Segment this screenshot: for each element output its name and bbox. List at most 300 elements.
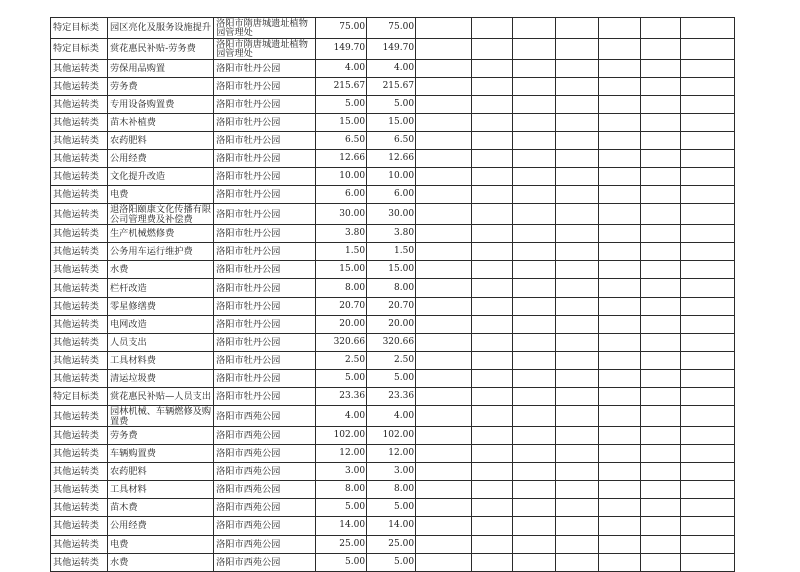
table-row [51, 168, 735, 186]
empty-cell [641, 204, 681, 225]
empty-cell [513, 38, 556, 59]
table-row [51, 204, 735, 225]
empty-cell [599, 553, 641, 571]
amount-cell: 20.00 [316, 315, 367, 333]
amount-total-cell: 30.00 [367, 204, 416, 225]
item-cell: 劳保用品购置 [108, 59, 214, 77]
empty-cell [681, 243, 735, 261]
amount-cell: 215.67 [316, 77, 367, 95]
empty-cell [472, 315, 513, 333]
empty-cell [641, 186, 681, 204]
category-cell: 其他运转类 [51, 95, 108, 113]
unit-cell: 洛阳市西苑公园 [214, 481, 316, 499]
item-cell: 园林机械、车辆燃修及购置费 [108, 406, 214, 427]
category-cell: 其他运转类 [51, 243, 108, 261]
empty-cell [556, 463, 599, 481]
empty-cell [416, 225, 472, 243]
empty-cell [599, 279, 641, 297]
amount-cell: 5.00 [316, 95, 367, 113]
unit-cell: 洛阳市牡丹公园 [214, 315, 316, 333]
amount-cell: 8.00 [316, 481, 367, 499]
empty-cell [556, 150, 599, 168]
category-cell: 其他运转类 [51, 426, 108, 444]
empty-cell [556, 426, 599, 444]
table-row [51, 463, 735, 481]
amount-total-cell: 320.66 [367, 333, 416, 351]
item-cell: 生产机械燃修费 [108, 225, 214, 243]
empty-cell [513, 481, 556, 499]
amount-cell: 25.00 [316, 535, 367, 553]
empty-cell [416, 261, 472, 279]
empty-cell [681, 168, 735, 186]
empty-cell [599, 369, 641, 387]
empty-cell [641, 225, 681, 243]
unit-cell: 洛阳市牡丹公园 [214, 279, 316, 297]
item-cell: 清运垃圾费 [108, 369, 214, 387]
empty-cell [472, 333, 513, 351]
amount-total-cell: 1.50 [367, 243, 416, 261]
item-cell: 专用设备购置费 [108, 95, 214, 113]
empty-cell [416, 38, 472, 59]
amount-cell: 6.00 [316, 186, 367, 204]
amount-cell: 12.00 [316, 445, 367, 463]
empty-cell [681, 59, 735, 77]
empty-cell [556, 333, 599, 351]
table-row [51, 243, 735, 261]
item-cell: 公用经费 [108, 150, 214, 168]
empty-cell [599, 225, 641, 243]
empty-cell [556, 261, 599, 279]
empty-cell [599, 204, 641, 225]
empty-cell [472, 279, 513, 297]
empty-cell [599, 77, 641, 95]
category-cell: 特定目标类 [51, 18, 108, 39]
empty-cell [681, 535, 735, 553]
empty-cell [513, 132, 556, 150]
empty-cell [641, 406, 681, 427]
empty-cell [641, 297, 681, 315]
empty-cell [681, 406, 735, 427]
empty-cell [472, 297, 513, 315]
amount-cell: 6.50 [316, 132, 367, 150]
empty-cell [513, 225, 556, 243]
category-cell: 其他运转类 [51, 59, 108, 77]
empty-cell [556, 499, 599, 517]
amount-cell: 149.70 [316, 38, 367, 59]
empty-cell [416, 95, 472, 113]
unit-cell: 洛阳市牡丹公园 [214, 113, 316, 131]
amount-total-cell: 102.00 [367, 426, 416, 444]
empty-cell [599, 132, 641, 150]
amount-cell: 15.00 [316, 261, 367, 279]
category-cell: 其他运转类 [51, 517, 108, 535]
empty-cell [416, 406, 472, 427]
table-row [51, 225, 735, 243]
empty-cell [681, 204, 735, 225]
item-cell: 水费 [108, 261, 214, 279]
empty-cell [513, 351, 556, 369]
empty-cell [556, 95, 599, 113]
empty-cell [641, 445, 681, 463]
empty-cell [416, 517, 472, 535]
amount-cell: 12.66 [316, 150, 367, 168]
unit-cell: 洛阳市西苑公园 [214, 445, 316, 463]
empty-cell [513, 204, 556, 225]
amount-cell: 75.00 [316, 18, 367, 39]
empty-cell [681, 132, 735, 150]
empty-cell [556, 225, 599, 243]
unit-cell: 洛阳市牡丹公园 [214, 150, 316, 168]
empty-cell [416, 204, 472, 225]
item-cell: 农药肥料 [108, 463, 214, 481]
unit-cell: 洛阳市牡丹公园 [214, 369, 316, 387]
unit-cell: 洛阳市牡丹公园 [214, 95, 316, 113]
empty-cell [599, 113, 641, 131]
empty-cell [513, 243, 556, 261]
empty-cell [556, 279, 599, 297]
item-cell: 零星修缮费 [108, 297, 214, 315]
table-row [51, 297, 735, 315]
empty-cell [641, 77, 681, 95]
empty-cell [416, 168, 472, 186]
item-cell: 劳务费 [108, 77, 214, 95]
unit-cell: 洛阳市牡丹公园 [214, 204, 316, 225]
empty-cell [599, 59, 641, 77]
empty-cell [416, 351, 472, 369]
empty-cell [472, 406, 513, 427]
category-cell: 其他运转类 [51, 463, 108, 481]
empty-cell [556, 186, 599, 204]
item-cell: 赏花惠民补贴—人员支出 [108, 388, 214, 406]
empty-cell [416, 77, 472, 95]
amount-total-cell: 5.00 [367, 499, 416, 517]
empty-cell [513, 463, 556, 481]
unit-cell: 洛阳市牡丹公园 [214, 225, 316, 243]
empty-cell [416, 535, 472, 553]
empty-cell [556, 204, 599, 225]
category-cell: 其他运转类 [51, 297, 108, 315]
item-cell: 劳务费 [108, 426, 214, 444]
empty-cell [472, 225, 513, 243]
table-row [51, 150, 735, 168]
empty-cell [472, 77, 513, 95]
empty-cell [472, 59, 513, 77]
empty-cell [641, 132, 681, 150]
empty-cell [513, 168, 556, 186]
table-row [51, 279, 735, 297]
empty-cell [513, 95, 556, 113]
empty-cell [681, 445, 735, 463]
category-cell: 其他运转类 [51, 333, 108, 351]
table-row [51, 18, 735, 39]
empty-cell [472, 535, 513, 553]
unit-cell: 洛阳市西苑公园 [214, 517, 316, 535]
empty-cell [599, 168, 641, 186]
empty-cell [472, 388, 513, 406]
empty-cell [513, 279, 556, 297]
empty-cell [513, 388, 556, 406]
empty-cell [681, 553, 735, 571]
empty-cell [513, 553, 556, 571]
empty-cell [599, 38, 641, 59]
table-row [51, 445, 735, 463]
category-cell: 其他运转类 [51, 369, 108, 387]
category-cell: 其他运转类 [51, 132, 108, 150]
unit-cell: 洛阳市牡丹公园 [214, 261, 316, 279]
unit-cell: 洛阳市西苑公园 [214, 553, 316, 571]
empty-cell [556, 553, 599, 571]
empty-cell [556, 535, 599, 553]
empty-cell [681, 369, 735, 387]
unit-cell: 洛阳市西苑公园 [214, 499, 316, 517]
empty-cell [556, 113, 599, 131]
table-row [51, 38, 735, 59]
empty-cell [641, 499, 681, 517]
table-row [51, 499, 735, 517]
amount-total-cell: 75.00 [367, 18, 416, 39]
unit-cell: 洛阳市西苑公园 [214, 406, 316, 427]
table-row [51, 535, 735, 553]
empty-cell [513, 77, 556, 95]
table-row [51, 59, 735, 77]
empty-cell [681, 18, 735, 39]
empty-cell [681, 426, 735, 444]
empty-cell [513, 406, 556, 427]
empty-cell [681, 279, 735, 297]
amount-total-cell: 2.50 [367, 351, 416, 369]
empty-cell [599, 445, 641, 463]
empty-cell [641, 553, 681, 571]
unit-cell: 洛阳市牡丹公园 [214, 168, 316, 186]
empty-cell [556, 315, 599, 333]
table-row [51, 388, 735, 406]
empty-cell [641, 150, 681, 168]
empty-cell [681, 225, 735, 243]
empty-cell [599, 333, 641, 351]
category-cell: 其他运转类 [51, 150, 108, 168]
empty-cell [556, 243, 599, 261]
empty-cell [556, 77, 599, 95]
empty-cell [513, 499, 556, 517]
item-cell: 公用经费 [108, 517, 214, 535]
empty-cell [472, 113, 513, 131]
empty-cell [599, 406, 641, 427]
empty-cell [599, 351, 641, 369]
amount-total-cell: 5.00 [367, 369, 416, 387]
category-cell: 其他运转类 [51, 77, 108, 95]
empty-cell [599, 243, 641, 261]
empty-cell [416, 59, 472, 77]
empty-cell [472, 18, 513, 39]
empty-cell [556, 297, 599, 315]
unit-cell: 洛阳市牡丹公园 [214, 333, 316, 351]
empty-cell [641, 279, 681, 297]
empty-cell [556, 388, 599, 406]
empty-cell [472, 132, 513, 150]
empty-cell [513, 535, 556, 553]
unit-cell: 洛阳市隋唐城遗址植物园管理处 [214, 18, 316, 39]
empty-cell [641, 168, 681, 186]
category-cell: 其他运转类 [51, 351, 108, 369]
empty-cell [599, 315, 641, 333]
empty-cell [681, 481, 735, 499]
category-cell: 其他运转类 [51, 204, 108, 225]
item-cell: 电网改造 [108, 315, 214, 333]
category-cell: 其他运转类 [51, 261, 108, 279]
empty-cell [641, 113, 681, 131]
item-cell: 园区亮化及服务设施提升 [108, 18, 214, 39]
item-cell: 苗木费 [108, 499, 214, 517]
category-cell: 其他运转类 [51, 535, 108, 553]
empty-cell [641, 388, 681, 406]
empty-cell [641, 463, 681, 481]
empty-cell [416, 463, 472, 481]
item-cell: 电费 [108, 186, 214, 204]
unit-cell: 洛阳市西苑公园 [214, 463, 316, 481]
table-row [51, 77, 735, 95]
amount-cell: 20.70 [316, 297, 367, 315]
empty-cell [641, 369, 681, 387]
item-cell: 退洛阳颐康文化传播有限公司管理费及补偿费 [108, 204, 214, 225]
empty-cell [641, 315, 681, 333]
table-row [51, 369, 735, 387]
unit-cell: 洛阳市隋唐城遗址植物园管理处 [214, 38, 316, 59]
empty-cell [599, 535, 641, 553]
table-row [51, 351, 735, 369]
table-row [51, 481, 735, 499]
empty-cell [641, 243, 681, 261]
empty-cell [416, 113, 472, 131]
empty-cell [472, 38, 513, 59]
category-cell: 其他运转类 [51, 225, 108, 243]
table-row [51, 333, 735, 351]
empty-cell [472, 517, 513, 535]
empty-cell [513, 186, 556, 204]
unit-cell: 洛阳市牡丹公园 [214, 243, 316, 261]
empty-cell [556, 59, 599, 77]
empty-cell [641, 333, 681, 351]
amount-cell: 4.00 [316, 59, 367, 77]
amount-total-cell: 3.80 [367, 225, 416, 243]
amount-total-cell: 149.70 [367, 38, 416, 59]
unit-cell: 洛阳市牡丹公园 [214, 388, 316, 406]
amount-total-cell: 12.00 [367, 445, 416, 463]
unit-cell: 洛阳市牡丹公园 [214, 186, 316, 204]
empty-cell [472, 426, 513, 444]
empty-cell [416, 426, 472, 444]
empty-cell [556, 406, 599, 427]
amount-total-cell: 8.00 [367, 481, 416, 499]
amount-total-cell: 20.00 [367, 315, 416, 333]
amount-cell: 102.00 [316, 426, 367, 444]
amount-total-cell: 6.00 [367, 186, 416, 204]
category-cell: 其他运转类 [51, 113, 108, 131]
unit-cell: 洛阳市牡丹公园 [214, 59, 316, 77]
empty-cell [472, 168, 513, 186]
amount-total-cell: 10.00 [367, 168, 416, 186]
amount-cell: 5.00 [316, 369, 367, 387]
empty-cell [681, 517, 735, 535]
empty-cell [416, 481, 472, 499]
unit-cell: 洛阳市西苑公园 [214, 426, 316, 444]
empty-cell [681, 77, 735, 95]
empty-cell [472, 261, 513, 279]
item-cell: 公务用车运行维护费 [108, 243, 214, 261]
empty-cell [641, 481, 681, 499]
empty-cell [599, 463, 641, 481]
empty-cell [556, 369, 599, 387]
empty-cell [416, 18, 472, 39]
empty-cell [641, 351, 681, 369]
amount-cell: 5.00 [316, 499, 367, 517]
empty-cell [416, 279, 472, 297]
item-cell: 苗木补植费 [108, 113, 214, 131]
unit-cell: 洛阳市牡丹公园 [214, 132, 316, 150]
empty-cell [681, 38, 735, 59]
category-cell: 特定目标类 [51, 388, 108, 406]
empty-cell [681, 297, 735, 315]
amount-cell: 2.50 [316, 351, 367, 369]
empty-cell [513, 333, 556, 351]
amount-total-cell: 14.00 [367, 517, 416, 535]
table-row [51, 186, 735, 204]
category-cell: 其他运转类 [51, 499, 108, 517]
empty-cell [416, 315, 472, 333]
category-cell: 其他运转类 [51, 168, 108, 186]
table-row [51, 95, 735, 113]
amount-total-cell: 4.00 [367, 406, 416, 427]
empty-cell [681, 333, 735, 351]
category-cell: 特定目标类 [51, 38, 108, 59]
unit-cell: 洛阳市西苑公园 [214, 535, 316, 553]
amount-cell: 5.00 [316, 553, 367, 571]
category-cell: 其他运转类 [51, 445, 108, 463]
empty-cell [681, 150, 735, 168]
empty-cell [599, 297, 641, 315]
table-row [51, 517, 735, 535]
empty-cell [599, 517, 641, 535]
category-cell: 其他运转类 [51, 553, 108, 571]
empty-cell [472, 351, 513, 369]
amount-total-cell: 25.00 [367, 535, 416, 553]
empty-cell [513, 297, 556, 315]
item-cell: 车辆购置费 [108, 445, 214, 463]
empty-cell [681, 261, 735, 279]
category-cell: 其他运转类 [51, 279, 108, 297]
empty-cell [556, 351, 599, 369]
empty-cell [641, 38, 681, 59]
empty-cell [556, 38, 599, 59]
empty-cell [556, 445, 599, 463]
amount-cell: 1.50 [316, 243, 367, 261]
empty-cell [416, 333, 472, 351]
empty-cell [416, 553, 472, 571]
empty-cell [472, 553, 513, 571]
empty-cell [472, 150, 513, 168]
item-cell: 工具材料 [108, 481, 214, 499]
amount-total-cell: 5.00 [367, 95, 416, 113]
empty-cell [641, 18, 681, 39]
empty-cell [472, 369, 513, 387]
amount-total-cell: 6.50 [367, 132, 416, 150]
empty-cell [513, 315, 556, 333]
empty-cell [472, 95, 513, 113]
amount-total-cell: 3.00 [367, 463, 416, 481]
empty-cell [513, 369, 556, 387]
table-body [51, 18, 735, 572]
item-cell: 电费 [108, 535, 214, 553]
amount-cell: 15.00 [316, 113, 367, 131]
